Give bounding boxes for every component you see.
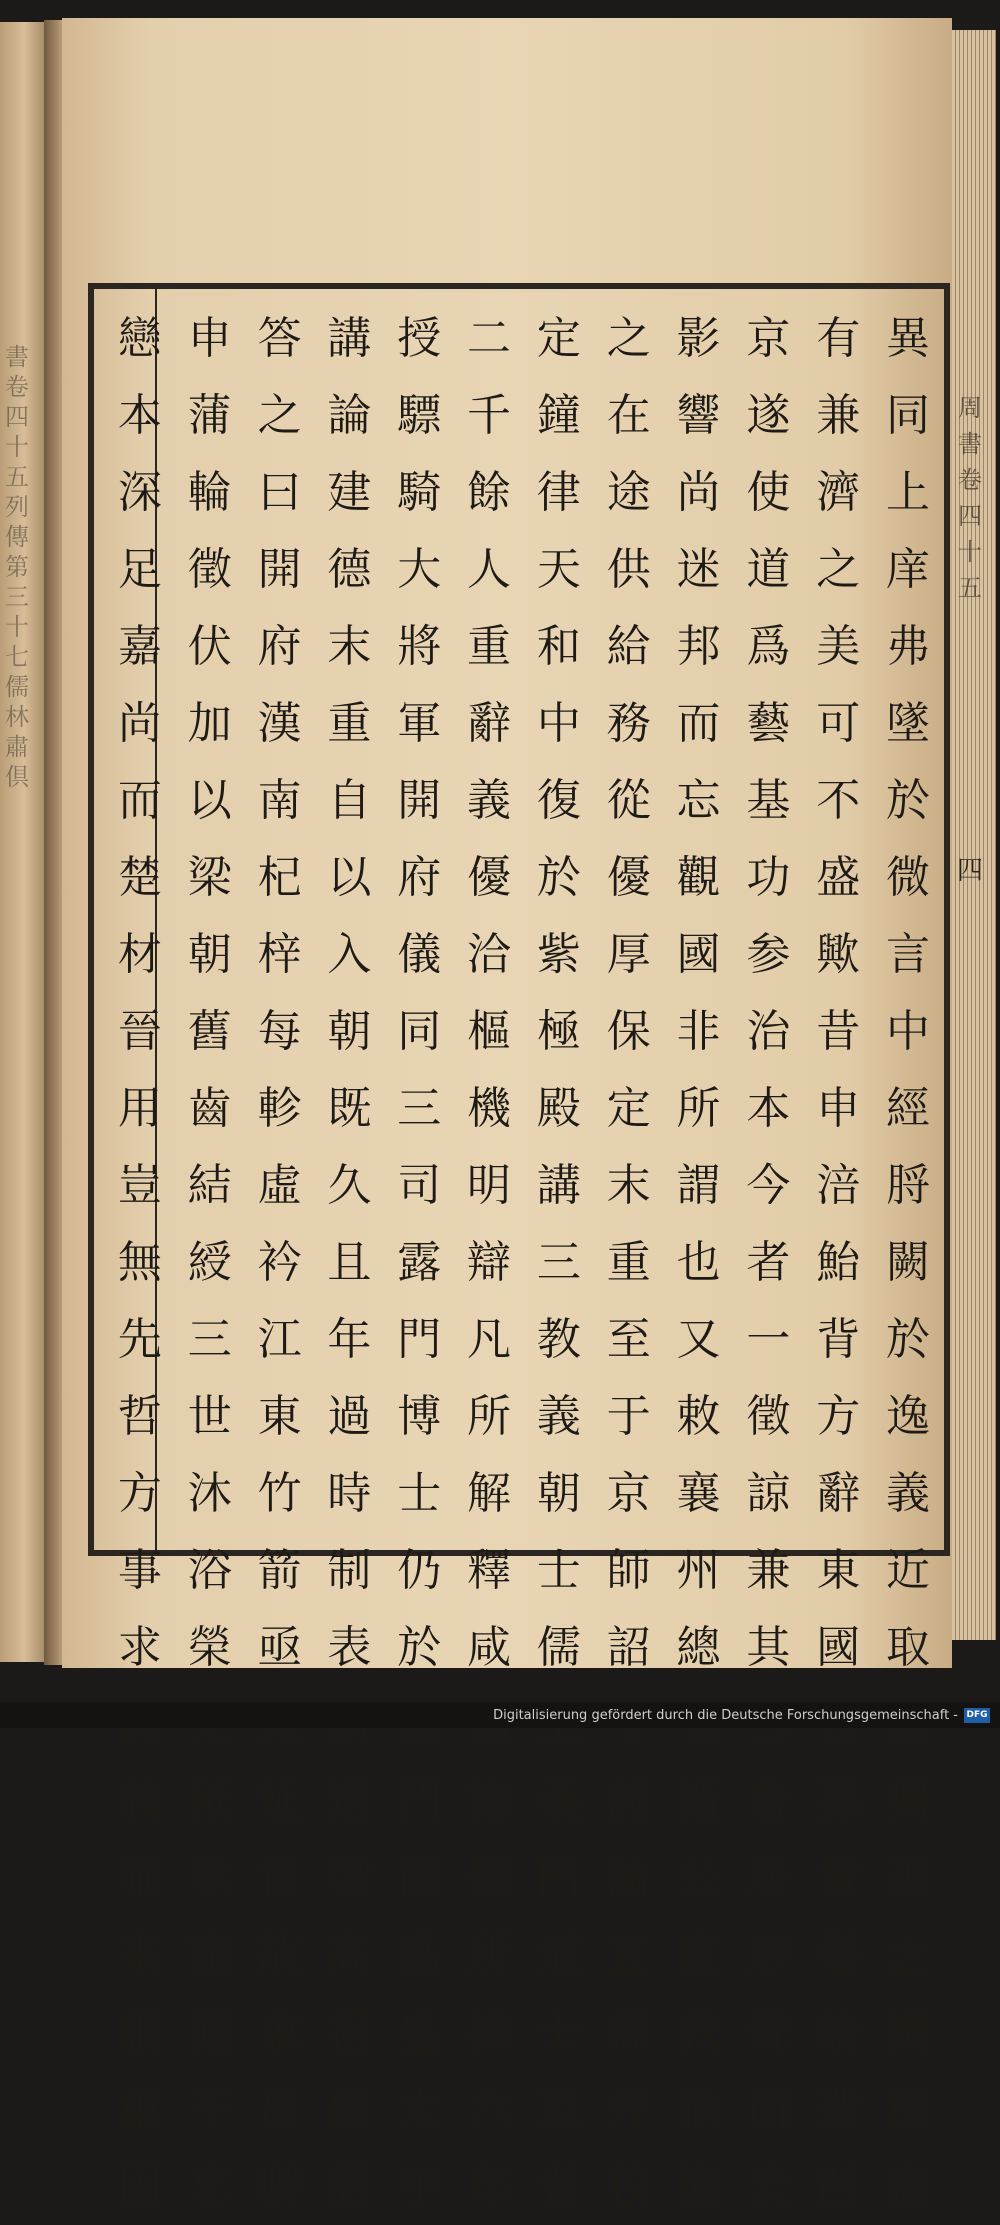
text-column: 授 驃 騎 大 將 軍 開 府 儀 同 三 司 露 門 博 士 仍 於 門 館 爲 皇 太 子: [397, 313, 442, 2212]
text-column: 定 鐘 律 天 和 中 復 於 紫 極 殿 講 三 教 義 朝 士 儒 桑 門 道 士 至 者: [536, 313, 581, 2212]
text-column: 京 遂 使 道 爲 藝 基 功 参 治 本 今 者 一 徵 諒 兼 其 若 居 形 聲 而 去: [746, 313, 791, 2212]
text-column: 戀 本 深 足 嘉 尚 而 楚 材 晉 用 豈 無 先 哲 方 事 求 義 乖 來 肅 重 固: [117, 313, 162, 2212]
text-column: 異 同 上 庠 弗 墜 於 微 言 中 經 脟 闕 於 逸 義 近 取 獨 善 之 譏 遠 應: [886, 313, 931, 2212]
folio-title: 周 書 卷 四 十 五: [958, 394, 982, 602]
text-column: 講 論 建 德 末 重 自 以 入 朝 既 久 且 年 過 時 制 表 還 梁 高 祖 優 詔: [327, 313, 372, 2212]
left-page-bleed-text: 書 卷 四 十 五 列 傳 第 三 十 七 儒 林 肅 倶: [5, 343, 29, 791]
footer-credit: Digitalisierung gefördert durch die Deutsche Forschungsgemeinschaft -: [493, 1707, 958, 1723]
text-column: 之 在 途 供 給 務 從 優 厚 保 定 末 重 至 于 京 師 詔 討 論 五 經 幷 校: [606, 313, 651, 2212]
text-column: 有 兼 濟 之 美 可 不 盛 歟 昔 申 涪 鮐 背 方 辭 東 國 孫 黃 髮 始 造 西: [816, 313, 861, 2212]
text-column: 答 之 曰 開 府 漢 南 杞 梓 每 軫 虛 衿 江 東 竹 箭 亟 延 首 故 束 帛 聘: [257, 313, 302, 2212]
dfg-logo: DFG: [964, 1708, 990, 1723]
text-column: 影 響 尚 迷 邦 而 忘 觀 國 非 所 謂 也 又 敕 襄 州 總 衛 公 直 敦 諭 遣: [676, 313, 721, 2212]
text-column: 申 蒲 輪 徵 伏 加 以 梁 朝 舊 齒 結 綬 三 世 沐 浴 榮 秖 承 寵 渥 不 忘: [187, 313, 232, 2212]
left-page-edge: [0, 22, 44, 1662]
folio-margin: [948, 320, 992, 1220]
digitization-footer: [0, 1702, 1000, 1728]
folio-page-number: 四: [956, 856, 983, 886]
text-column: 二 千 餘 人 重 辭 義 優 洽 樞 機 明 辯 凡 所 解 釋 咸 諸 儒 所 推 六 年: [467, 313, 512, 2212]
